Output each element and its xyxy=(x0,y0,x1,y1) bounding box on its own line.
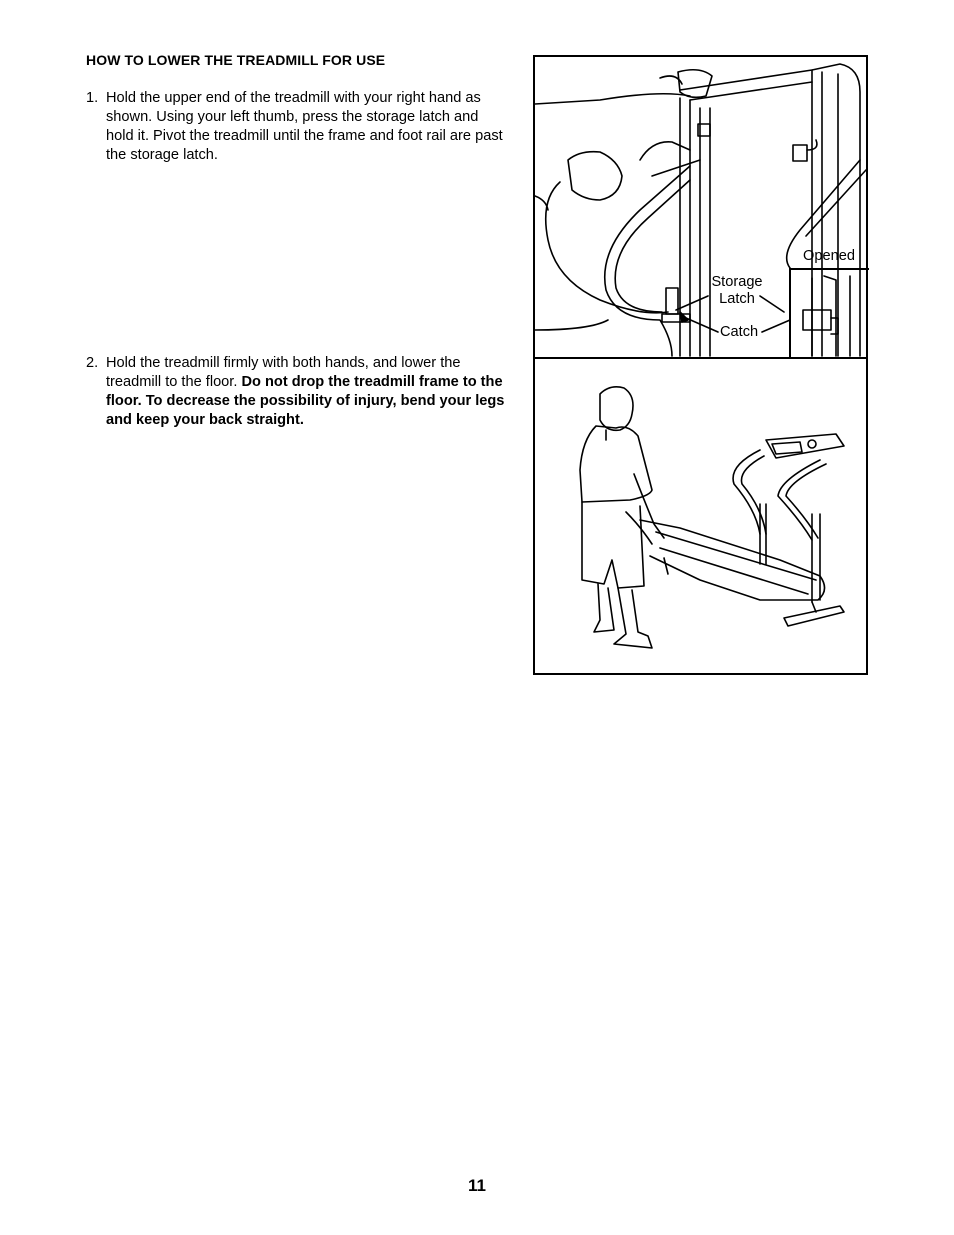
latch-inset-frame xyxy=(789,268,869,359)
catch-label: Catch xyxy=(720,324,759,340)
step-text: Hold the treadmill firmly with both hands, and lower the treadmill to the floor. xyxy=(106,355,461,390)
catch-leader xyxy=(762,320,790,332)
step-number: 1. xyxy=(86,90,99,106)
page-number: 11 xyxy=(468,1176,486,1195)
step-number: 2. xyxy=(86,355,99,371)
person-lowering-treadmill xyxy=(580,387,844,648)
step-warning: Do not drop the treadmill frame to the floor. To decrease the possibility of injury, bend your legs and keep your back straight. xyxy=(106,374,505,428)
person-holding-frame xyxy=(535,70,712,330)
storage-latch-label: Storage Latch xyxy=(711,274,763,307)
section-heading: HOW TO LOWER THE TREADMILL FOR USE xyxy=(86,52,386,68)
opened-label: Opened xyxy=(803,248,855,264)
step-text: Hold the upper end of the treadmill with your right hand as shown. Using your left thumb, press the storage latch and hold it. Pivot the treadmill until the frame and foot rail are past the storage latch. xyxy=(106,90,503,163)
